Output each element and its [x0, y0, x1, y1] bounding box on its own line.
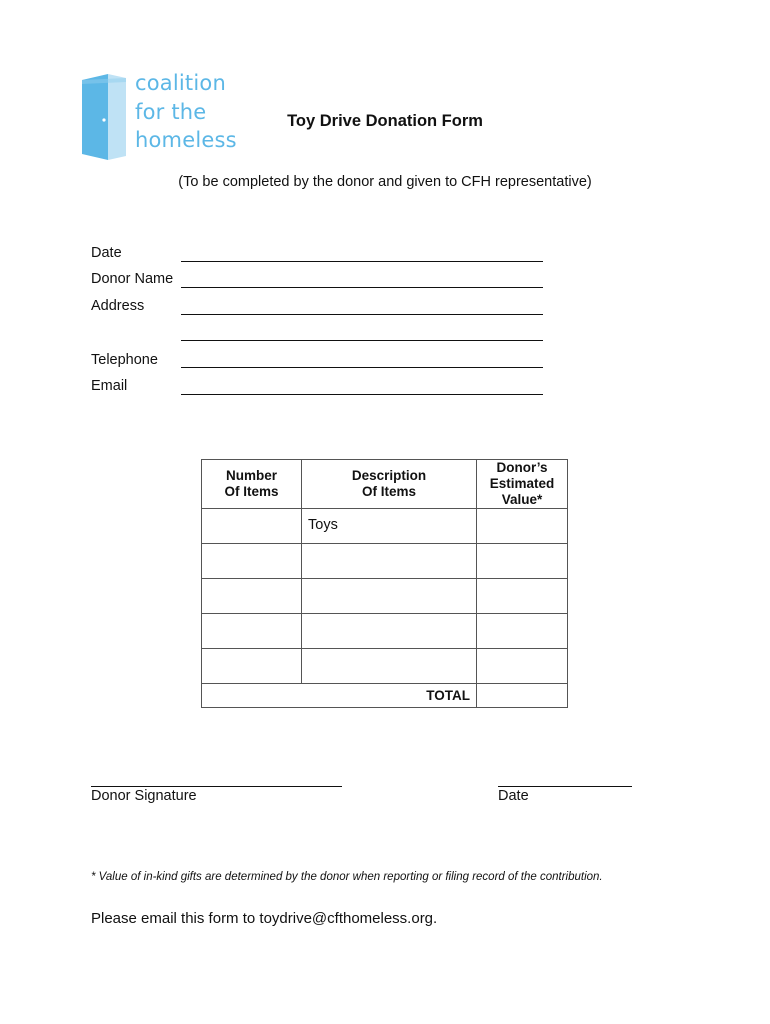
total-row [202, 684, 568, 708]
header-number-line-1: Number [225, 468, 277, 483]
description-cell[interactable] [302, 579, 477, 614]
table-row [202, 649, 568, 684]
header-value-line-2: Estimated [489, 476, 555, 491]
form-subtitle: (To be completed by the donor and given to CFH representative) [178, 174, 592, 190]
description-cell[interactable] [302, 614, 477, 649]
header-estimated-value [477, 460, 568, 509]
header-number-line-2: Of Items [224, 484, 279, 499]
logo-line-2: for the [135, 99, 207, 124]
donor-name-field[interactable] [181, 287, 543, 288]
total-label: TOTAL [202, 684, 477, 708]
value-cell[interactable] [477, 509, 568, 544]
signature-date-label: Date [498, 788, 529, 804]
number-cell[interactable] [202, 649, 302, 684]
header-description-line-2: Of Items [361, 484, 416, 499]
form-title [0, 112, 770, 131]
telephone-label: Telephone [91, 352, 158, 368]
number-cell[interactable] [202, 614, 302, 649]
table-header-row [202, 460, 568, 509]
signature-date-line[interactable] [498, 786, 632, 787]
email-field[interactable] [181, 394, 543, 395]
number-cell[interactable] [202, 544, 302, 579]
address-field-line-2[interactable] [181, 340, 543, 341]
description-cell[interactable] [302, 544, 477, 579]
email-instruction: Please email this form to toydrive@cfthomeless.org. [91, 910, 438, 927]
telephone-field[interactable] [181, 367, 543, 368]
value-cell[interactable] [477, 649, 568, 684]
value-cell[interactable] [477, 614, 568, 649]
header-number-of-items [202, 460, 302, 509]
logo-line-3: homeless [135, 128, 237, 152]
donation-items-table [201, 459, 568, 708]
donor-signature-label: Donor Signature [91, 788, 197, 804]
date-field[interactable] [181, 261, 543, 262]
total-value-cell[interactable] [477, 684, 568, 708]
donor-signature-line[interactable] [91, 786, 342, 787]
table-row [202, 579, 568, 614]
table-row [202, 509, 568, 544]
table-row [202, 544, 568, 579]
number-cell[interactable] [202, 579, 302, 614]
logo-line-1: coalition [135, 71, 226, 95]
description-toys: Toys [308, 517, 338, 533]
description-cell[interactable] [302, 649, 477, 684]
address-field-line-1[interactable] [181, 314, 543, 315]
header-description-of-items [302, 460, 477, 509]
description-cell[interactable] [302, 509, 477, 544]
value-cell[interactable] [477, 544, 568, 579]
table-row [202, 614, 568, 649]
address-label: Address [91, 298, 145, 314]
header-description-line-1: Description [351, 468, 427, 483]
value-footnote: * Value of in-kind gifts are determined by the donor when reporting or filing record of the contribution. [91, 871, 603, 883]
email-label: Email [91, 378, 128, 394]
value-cell[interactable] [477, 579, 568, 614]
date-label: Date [91, 245, 122, 261]
number-cell[interactable] [202, 509, 302, 544]
donor-name-label: Donor Name [91, 271, 174, 287]
form-title-text: Toy Drive Donation Form [287, 112, 483, 130]
header-value-line-3: Value* [501, 492, 543, 507]
header-value-line-1: Donor’s [496, 460, 548, 475]
